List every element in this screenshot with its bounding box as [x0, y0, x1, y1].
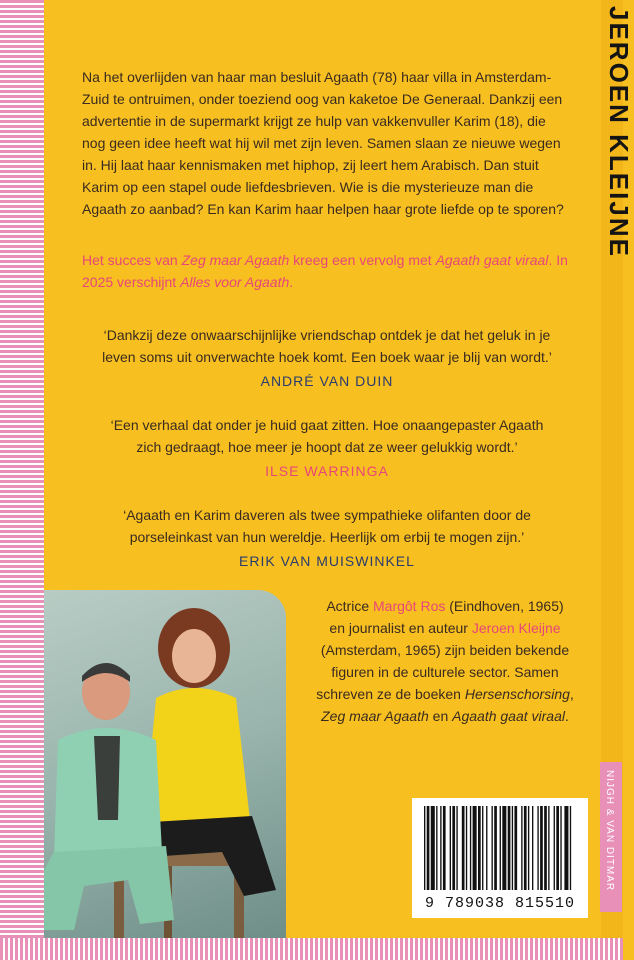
- review-quote: [82, 324, 572, 392]
- barcode-bars: [412, 798, 588, 894]
- barcode-bar: [486, 806, 487, 890]
- quote-author: ILSE WARRINGA: [265, 463, 389, 479]
- barcode-bar: [554, 806, 555, 890]
- barcode-bar: [473, 806, 477, 890]
- barcode-bar: [521, 806, 522, 890]
- blurb-line: nog geen idee heeft wat hij wil met zijn leven. Samen slaan ze nieuwe wegen: [82, 135, 561, 151]
- book-title: Hersenschorsing: [464, 686, 570, 702]
- bio-text: .: [564, 708, 569, 724]
- barcode-bar: [564, 806, 568, 890]
- quote-line: leven soms uit onverwachte hoek komt. Een boek waar je blij van wordt.’: [102, 349, 552, 365]
- bio-line: [300, 617, 590, 661]
- barcode-bar: [456, 806, 457, 890]
- blurb-line: advertentie in de supermarkt krijgt ze hulp van vakkenvuller Karim (18), die: [82, 113, 546, 129]
- quote-author: ERIK VAN MUISWINKEL: [239, 553, 415, 569]
- barcode-bar: [544, 806, 547, 890]
- bottom-border-stripe: [0, 938, 623, 960]
- author-name: Jeroen Kleijne: [471, 620, 561, 636]
- bio-line: [300, 705, 590, 727]
- quote-line: ‘Een verhaal dat onder je huid gaat zitten. Hoe onaangepaster Agaath: [110, 417, 544, 433]
- quote-line: ‘Agaath en Karim daveren als twee sympathieke olifanten door de: [123, 507, 531, 523]
- blurb-line: in. Hij laat haar kennismaken met hiphop, zij leert hem Arabisch. Dan stuit: [82, 157, 539, 173]
- book-title: Zeg maar Agaath: [181, 252, 290, 268]
- blurb-line: Karim op een stapel oude liefdesbrieven. Wie is die mysterieuze man die: [82, 179, 534, 195]
- bio-line: [300, 595, 590, 617]
- bio-text: schreven ze de boeken: [316, 686, 465, 702]
- barcode-bar: [540, 806, 543, 890]
- book-title: Zeg maar Agaath: [321, 708, 429, 724]
- spine-author: [601, 6, 634, 336]
- left-border-stripe: [0, 0, 44, 960]
- review-quote: [82, 414, 572, 482]
- barcode-bar: [436, 806, 437, 890]
- sequel-text: . In 2025 verschijnt: [82, 252, 568, 290]
- bio-text: en: [428, 708, 453, 724]
- spine-publisher-label: [600, 762, 622, 912]
- sequel-text: kreeg een vervolg met: [289, 252, 436, 268]
- bio-line: figuren in de culturele sector. Samen: [331, 664, 559, 680]
- barcode-bar: [440, 806, 441, 890]
- bio-line: [300, 683, 590, 705]
- review-quote: [82, 504, 572, 572]
- barcode-bar: [514, 806, 517, 890]
- barcode-bar: [502, 806, 506, 890]
- blurb-line: Agaath zo aanbad? En kan Karim haar helpen haar grote liefde op te sporen?: [82, 201, 564, 217]
- author-bio: [300, 595, 590, 727]
- barcode-bar: [431, 806, 435, 890]
- author-photo: [44, 590, 286, 938]
- author-photo-illustration: [44, 590, 286, 938]
- sequel-text: Het succes van: [82, 252, 182, 268]
- bio-text: en journalist en auteur: [329, 620, 472, 636]
- barcode-bar: [570, 806, 571, 890]
- barcode-bar: [500, 806, 501, 890]
- barcode-bar: [482, 806, 483, 890]
- blurb-line: Na het overlijden van haar man besluit Agaath (78) haar villa in Amsterdam-: [82, 69, 552, 85]
- bio-text: ,: [569, 686, 574, 702]
- barcode-bar: [537, 806, 538, 890]
- barcode-bar: [560, 806, 561, 890]
- quote-author: ANDRÉ VAN DUIN: [260, 373, 394, 389]
- book-title: Alles voor Agaath: [180, 274, 290, 290]
- isbn-barcode: [412, 798, 588, 918]
- author-name: Margôt Ros: [373, 598, 446, 614]
- barcode-bar: [427, 806, 430, 890]
- barcode-bar: [462, 806, 465, 890]
- blurb: [82, 66, 582, 220]
- spine-author-text: JEROEN KLEIJNE: [604, 6, 634, 258]
- barcode-bar: [532, 806, 533, 890]
- barcode-bar: [466, 806, 467, 890]
- barcode-bar: [478, 806, 481, 890]
- quote-line: ‘Dankzij deze onwaarschijnlijke vriendschap ontdek je dat het geluk in je: [103, 327, 551, 343]
- book-title: Agaath gaat viraal: [452, 708, 565, 724]
- barcode-bar: [556, 806, 559, 890]
- quote-line: porseleinkast van hun wereldje. Heerlijk om erbij te mogen zijn.’: [129, 529, 525, 545]
- blurb-line: Zuid te ontruimen, onder toeziend oog van kaketoe De Generaal. Dankzij een: [82, 91, 563, 107]
- sequel-text: .: [289, 274, 294, 290]
- bio-text: (Amsterdam, 1965) zijn beiden bekende: [320, 642, 570, 658]
- sequel-note: [82, 249, 572, 293]
- barcode-bar: [452, 806, 455, 890]
- barcode-bar: [450, 806, 451, 890]
- barcode-bar: [492, 806, 493, 890]
- barcode-bar: [512, 806, 513, 890]
- barcode-bar: [443, 806, 446, 890]
- barcode-bar: [470, 806, 471, 890]
- barcode-bar: [548, 806, 549, 890]
- publisher-name: NIJGH & VAN DITMAR: [604, 770, 615, 892]
- bio-text: (Eindhoven, 1965): [445, 598, 564, 614]
- isbn-number: 9 789038 815510: [424, 895, 576, 912]
- bio-text: Actrice: [326, 598, 373, 614]
- barcode-bar: [524, 806, 527, 890]
- barcode-bar: [528, 806, 529, 890]
- barcode-bar: [508, 806, 511, 890]
- barcode-bar: [424, 806, 425, 890]
- barcode-bar: [494, 806, 497, 890]
- book-title: Agaath gaat viraal: [435, 252, 549, 268]
- quote-line: zich gedraagt, hoe meer je hoopt dat ze weer gelukkig wordt.’: [136, 439, 518, 455]
